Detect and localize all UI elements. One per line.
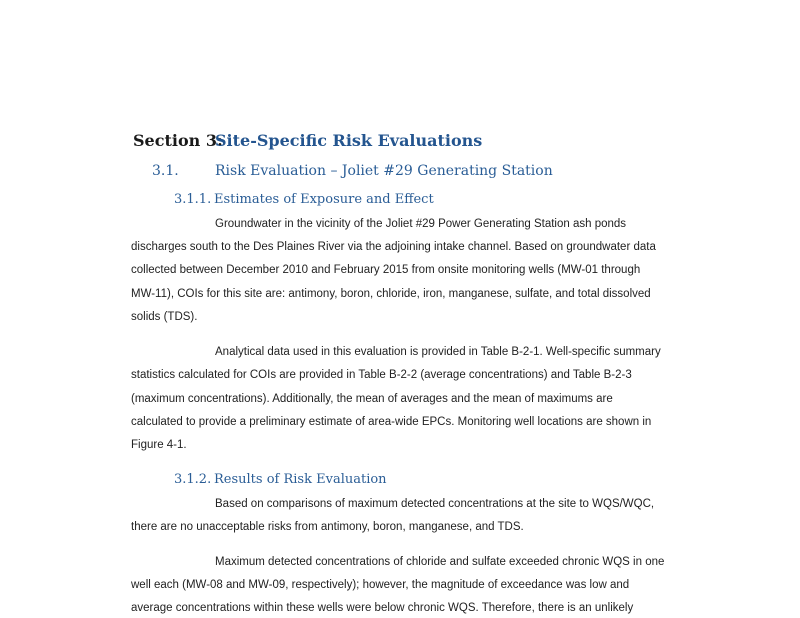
paragraph-line: Maximum detected concentrations of chloride and sulfate exceeded chronic WQS in one — [215, 556, 665, 568]
section-label: Section 3: — [133, 131, 223, 150]
subsection-number: 3.1. — [152, 163, 179, 179]
heading-results — [174, 472, 387, 487]
section-title: Site-Specific Risk Evaluations — [215, 131, 483, 150]
heading-number: 3.1.1. — [174, 192, 212, 207]
heading-number: 3.1.2. — [174, 472, 212, 487]
subsection-title: Risk Evaluation – Joliet #29 Generating Station — [215, 163, 553, 179]
paragraph-line: MW-11), COIs for this site are: antimony, boron, chloride, iron, manganese, sulfate, and total dissolved — [131, 288, 651, 300]
paragraph-line: solids (TDS). — [131, 311, 198, 323]
paragraph-line: Figure 4-1. — [131, 439, 187, 451]
paragraph-line: discharges south to the Des Plaines River via the adjoining intake channel. Based on groundwater data — [131, 241, 656, 253]
paragraph-line: Analytical data used in this evaluation is provided in Table B-2-1. Well-specific summary — [215, 346, 661, 358]
paragraph-line: statistics calculated for COIs are provided in Table B-2-2 (average concentrations) and Table B-2-3 — [131, 369, 632, 381]
paragraph-line: there are no unacceptable risks from antimony, boron, manganese, and TDS. — [131, 521, 524, 533]
paragraph-line: well each (MW-08 and MW-09, respectively); however, the magnitude of exceedance was low and — [131, 579, 630, 591]
heading-title: Results of Risk Evaluation — [214, 472, 387, 487]
paragraph-line: calculated to provide a preliminary estimate of area-wide EPCs. Monitoring well locations are shown in — [131, 416, 652, 428]
paragraph-line: collected between December 2010 and February 2015 from onsite monitoring wells (MW-01 through — [131, 264, 641, 276]
paragraph-line: Based on comparisons of maximum detected concentrations at the site to WQS/WQC, — [215, 498, 655, 510]
heading-title: Estimates of Exposure and Effect — [214, 192, 434, 207]
heading-exposure-effect — [174, 192, 434, 207]
paragraph-line: Groundwater in the vicinity of the Joliet #29 Power Generating Station ash ponds — [215, 218, 627, 230]
paragraph-line: average concentrations within these wells were below chronic WQS. Therefore, there is an unlikely — [131, 602, 634, 614]
paragraph-line: (maximum concentrations). Additionally, the mean of averages and the mean of maximums are — [131, 393, 613, 405]
